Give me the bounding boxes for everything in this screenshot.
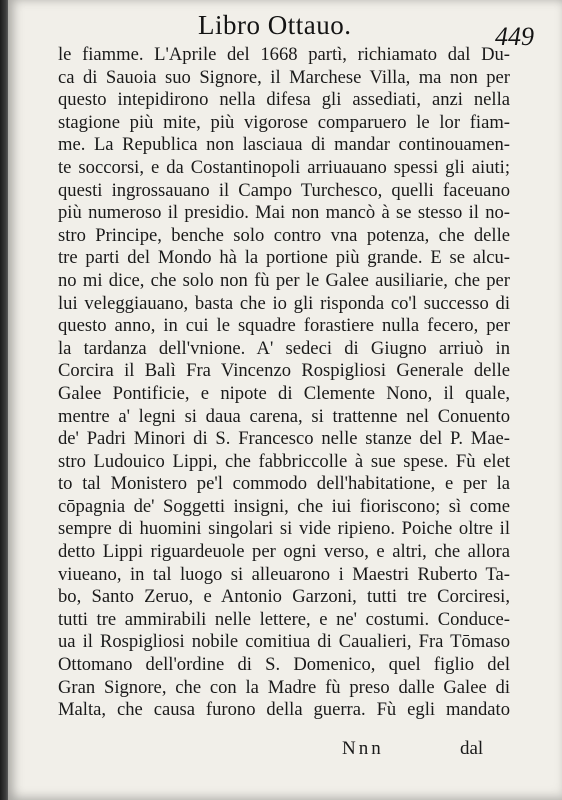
text-line: ua il Rospigliosi nobile comitiua di Caualieri, Fra Tōmaso bbox=[58, 631, 510, 653]
book-page bbox=[8, 0, 562, 800]
text-line: te soccorsi, e da Costantinopoli arriuauano spessi gli aiuti; bbox=[58, 156, 510, 178]
text-line: Galee Pontificie, e nipote di Clemente Nono, il quale, bbox=[58, 382, 510, 404]
running-title: Libro Ottauo. bbox=[198, 10, 352, 40]
signature-mark: Nnn bbox=[342, 738, 384, 759]
text-line: viueano, in tal luogo si alleuarono i Maestri Ruberto Ta- bbox=[58, 563, 510, 585]
text-line: le fiamme. L'Aprile del 1668 partì, richiamato dal Du- bbox=[58, 44, 510, 65]
text-line: sempre di huomini singolari si vide ripieno. Poiche oltre il bbox=[58, 518, 510, 540]
text-line: Corcira il Balì Fra Vincenzo Rospigliosi Generale delle bbox=[58, 360, 510, 382]
text-line: to tal Monistero pe'l commodo dell'habitatione, e per la bbox=[58, 473, 510, 495]
book-spine-shadow bbox=[0, 0, 8, 800]
text-line: stro Ludouico Lippi, che fabbriccolle à sue spese. Fù elet bbox=[58, 450, 510, 472]
text-line: stagione più mite, più vigorose comparuero le lor fiam- bbox=[58, 111, 510, 133]
text-line: stro Principe, benche solo contro vna potenza, che delle bbox=[58, 224, 510, 246]
page-header bbox=[8, 8, 562, 51]
text-line: tre parti del Mondo hà la portione più grande. E se alcu- bbox=[58, 247, 510, 269]
text-line: bo, Santo Zeruo, e Antonio Garzoni, tutti tre Corciresi, bbox=[58, 586, 510, 608]
text-line: Malta, che causa furono della guerra. Fù egli mandato bbox=[58, 699, 510, 721]
text-line: no mi dice, che solo non fù per le Galee ausiliarie, che per bbox=[58, 269, 510, 291]
text-line: detto Lippi riguardeuole per ogni verso, e altri, che allora bbox=[58, 541, 510, 563]
text-line: la tardanza dell'vnione. A' sedeci di Giugno arriuò in bbox=[58, 337, 510, 359]
text-line: Gran Signore, che con la Madre fù preso dalle Galee di bbox=[58, 676, 510, 698]
catchword: dal bbox=[460, 738, 484, 759]
text-line: Ottomano dell'ordine di S. Domenico, quel figlio del bbox=[58, 654, 510, 676]
text-line: mentre a' legni si daua carena, si trattenne nel Conuento bbox=[58, 405, 510, 427]
text-line: lui veleggiauano, basta che io gli risponda co'l successo di bbox=[58, 292, 510, 314]
text-line: questo intepidirono nella difesa gli assediati, anzi nella bbox=[58, 89, 510, 111]
text-line: ca di Sauoia suo Signore, il Marchese Villa, ma non per bbox=[58, 66, 510, 88]
text-line: più numeroso il presidio. Mai non mancò à se stesso il no- bbox=[58, 202, 510, 224]
page-footer bbox=[8, 738, 562, 768]
text-line: me. La Republica non lasciaua di mandar continouamen- bbox=[58, 134, 510, 156]
text-line: cōpagnia de' Soggetti insigni, che iui fioriscono; sì come bbox=[58, 495, 510, 517]
text-line: de' Padri Minori di S. Francesco nelle stanze del P. Mae- bbox=[58, 428, 510, 450]
text-line: questo anno, in cui le squadre forastiere nulla fecero, per bbox=[58, 315, 510, 337]
page-number: 449 bbox=[495, 22, 534, 51]
body-text bbox=[58, 44, 510, 722]
text-line: questi ingrossauano il Campo Turchesco, quelli faceuano bbox=[58, 179, 510, 201]
text-line: tutti tre ammirabili nelle lettere, e ne' costumi. Conduce- bbox=[58, 608, 510, 630]
